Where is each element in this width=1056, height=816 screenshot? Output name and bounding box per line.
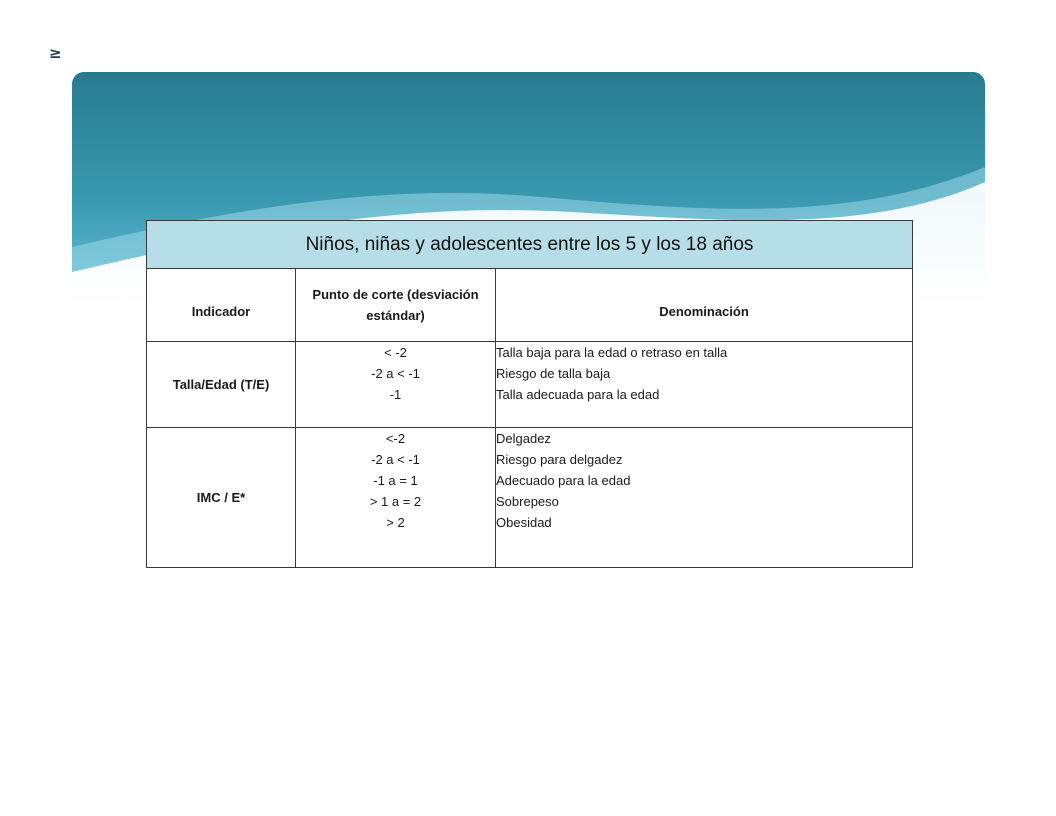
table-row — [147, 342, 913, 428]
cutoff-value: > 1 a = 2 — [369, 494, 422, 509]
bullet-icon: ≥ — [49, 44, 62, 62]
denomination-value: Talla adecuada para la edad — [496, 387, 660, 402]
cutoff-value: -1 — [389, 387, 402, 402]
denomination-value: Sobrepeso — [496, 494, 559, 509]
denomination-cell — [496, 428, 913, 568]
denomination-value: Obesidad — [496, 515, 552, 530]
denomination-value: Riesgo de talla baja — [496, 366, 611, 381]
header-denomination: Denominación — [496, 269, 913, 342]
denomination-value: Riesgo para delgadez — [496, 452, 623, 467]
cutoff-value: < -2 — [384, 345, 407, 360]
cutoff-value: -2 a < -1 — [371, 452, 420, 467]
cutoff-cell — [296, 342, 496, 428]
header-indicator: Indicador — [147, 269, 296, 342]
cutoff-cell — [296, 428, 496, 568]
table-title: Niños, niñas y adolescentes entre los 5 y los 18 años — [147, 221, 913, 269]
table-row — [147, 428, 913, 568]
cutoff-value: -1 a = 1 — [373, 473, 418, 488]
indicator-cell: Talla/Edad (T/E) — [147, 342, 296, 428]
cutoff-value: -2 a < -1 — [371, 366, 420, 381]
denomination-value: Talla baja para la edad o retraso en talla — [496, 345, 728, 360]
nutrition-classification-table — [146, 220, 913, 568]
header-cutoff: Punto de corte (desviación estándar) — [296, 269, 496, 342]
indicator-cell: IMC / E* — [147, 428, 296, 568]
cutoff-value: <-2 — [385, 431, 406, 446]
denomination-value: Adecuado para la edad — [496, 473, 631, 488]
denomination-value: Delgadez — [496, 431, 551, 446]
cutoff-value: > 2 — [386, 515, 405, 530]
denomination-cell — [496, 342, 913, 428]
